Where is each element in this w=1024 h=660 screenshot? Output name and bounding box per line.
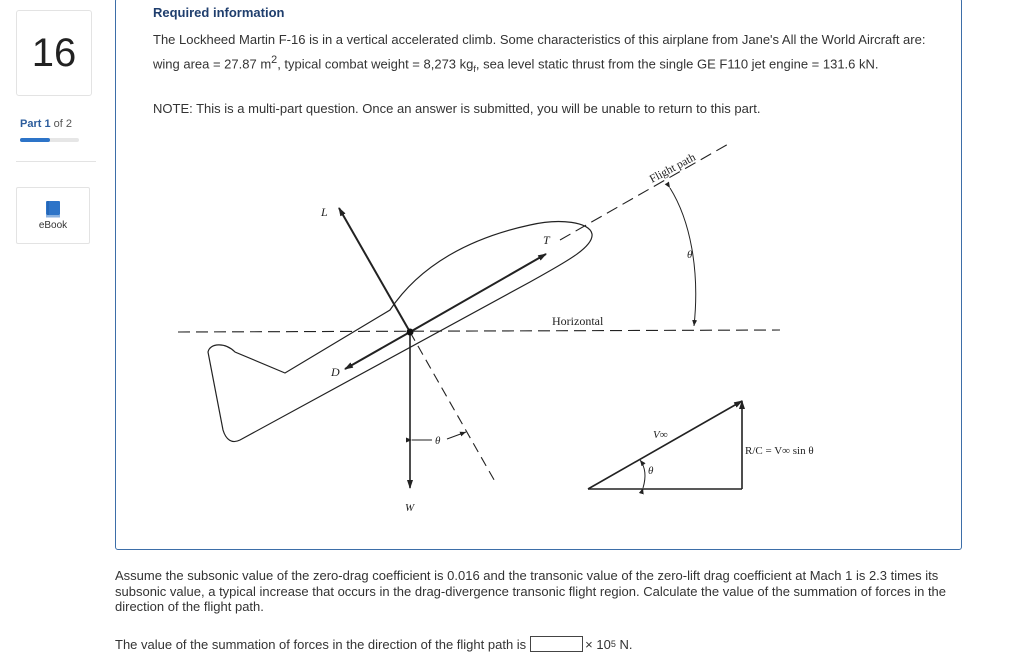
theta-label-path: θ [687, 249, 693, 261]
drag-label: D [331, 365, 340, 379]
rail-divider [16, 161, 96, 162]
answer-prefix: The value of the summation of forces in the direction of the flight path is [115, 636, 527, 652]
lift-label: L [321, 205, 328, 219]
flight-path-line [560, 143, 730, 240]
horizontal-line [178, 330, 780, 332]
flight-path-label: Flight path [647, 151, 698, 186]
question-prompt: Assume the subsonic value of the zero-drag coefficient is 0.016 and the transonic value of the zero-lift drag coefficient at Mach 1 is 2.3 times its subsonic value, a typical increase that occurs in the drag-divergence transonic flight region. Calculate the value of the summation of forces in the direction of the flight path. [115, 568, 947, 614]
desc-part-3: , sea level static thrust from the single GE F110 jet engine = 131.6 kN. [475, 56, 879, 72]
center-of-gravity [407, 329, 414, 336]
desc-superscript: 2 [271, 54, 278, 66]
velocity-label: V∞ [653, 429, 668, 441]
theta-label-weight: θ [435, 435, 441, 447]
drag-vector [345, 332, 410, 369]
part-progress-bar [20, 138, 79, 142]
problem-description [153, 30, 943, 79]
desc-subscript: f [473, 63, 476, 74]
answer-input[interactable] [530, 636, 583, 652]
thrust-label: T [543, 233, 550, 247]
answer-exponent: 5 [610, 639, 616, 649]
desc-part-1: The Lockheed Martin F-16 is in a vertical accelerated climb. Some characteristics of this airplane from Jane's All the World Aircraft are: wing area = 27.87 m [153, 32, 926, 72]
answer-multiplier: × 10 [585, 636, 611, 652]
part-indicator [20, 118, 72, 130]
question-number: 16 [31, 30, 77, 75]
desc-part-2: , typical combat weight = 8,273 kg [277, 56, 474, 72]
lift-vector [339, 208, 410, 332]
question-number-box [16, 10, 92, 96]
ebook-button[interactable] [16, 187, 90, 244]
theta-label-triangle: θ [648, 465, 654, 477]
weight-label: W [405, 502, 415, 514]
normal-line [410, 332, 497, 485]
part-total: of 2 [53, 118, 72, 130]
part-progress-fill [20, 138, 50, 142]
f16-force-diagram [170, 135, 814, 520]
book-icon [45, 200, 61, 218]
answer-unit: N. [619, 636, 633, 652]
rate-of-climb-label: R/C = V∞ sin θ [745, 445, 814, 457]
ebook-label: eBook [38, 220, 68, 231]
multi-part-note: NOTE: This is a multi-part question. Once an answer is submitted, you will be unable to return to this part. [153, 101, 761, 116]
thrust-vector [410, 254, 546, 332]
horizontal-label: Horizontal [552, 314, 604, 328]
part-current: Part 1 [20, 118, 51, 130]
required-info-title: Required information [153, 5, 285, 20]
velocity-vector [588, 401, 742, 489]
answer-line [115, 636, 632, 652]
